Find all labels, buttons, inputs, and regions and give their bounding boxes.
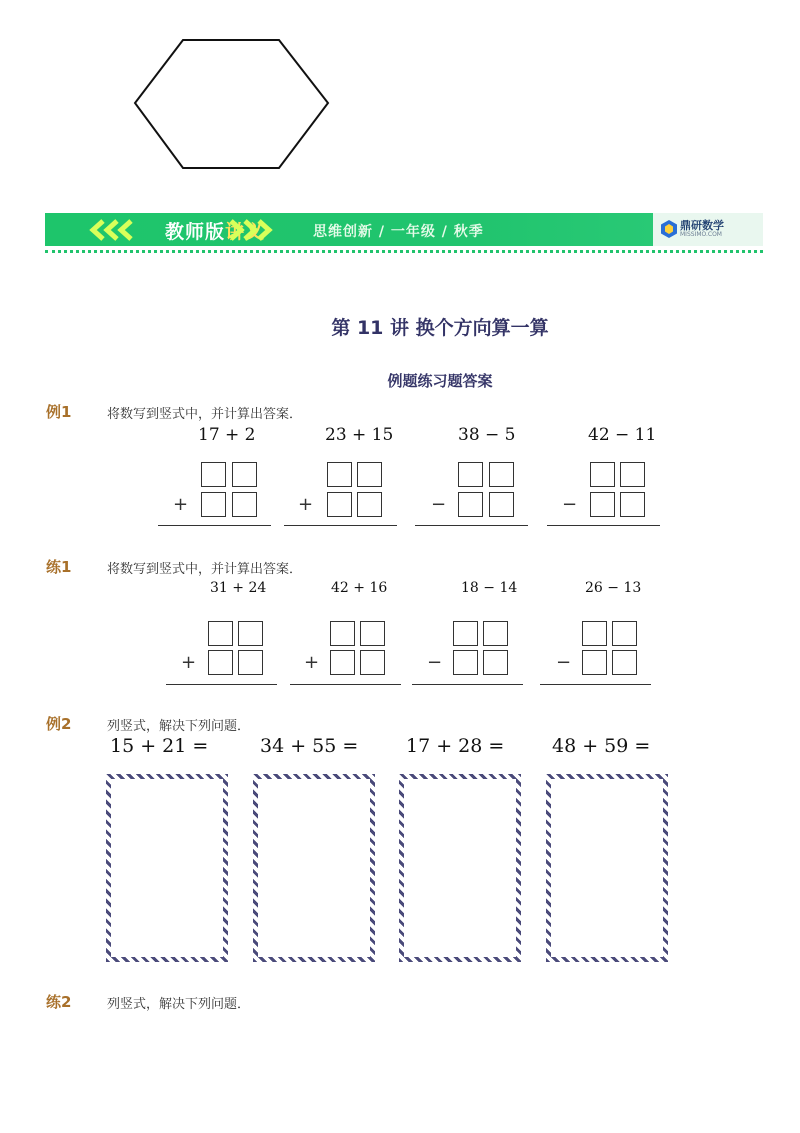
- operator-sign: −: [431, 494, 447, 515]
- answer-box[interactable]: [620, 492, 645, 517]
- practice-1-label: 练1: [46, 558, 72, 576]
- brand-logo: [653, 213, 763, 246]
- sum-line: [415, 525, 528, 526]
- brand-logo-icon: [659, 219, 679, 239]
- example-2-label: 例2: [46, 715, 72, 733]
- sum-line: [290, 684, 401, 685]
- answer-box[interactable]: [330, 621, 355, 646]
- answer-box[interactable]: [201, 492, 226, 517]
- example-2-instruction: 列竖式，解决下列问题．: [107, 719, 251, 734]
- answer-box[interactable]: [208, 621, 233, 646]
- lecture-title: 第 11 讲 换个方向算一算: [331, 317, 549, 339]
- banner-divider: [45, 250, 763, 253]
- answer-box[interactable]: [483, 621, 508, 646]
- answer-frame-3[interactable]: [399, 774, 521, 962]
- brand-url: MISSIMO.COM: [680, 231, 722, 238]
- example-2-expr-1: 15 + 21 =: [110, 735, 209, 757]
- answer-box[interactable]: [238, 650, 263, 675]
- example-2-expr-3: 17 + 28 =: [406, 735, 505, 757]
- banner-subtitle: 思维创新 / 一年级 / 秋季: [313, 224, 484, 240]
- operator-sign: −: [556, 652, 572, 673]
- example-1-instruction: 将数写到竖式中，并计算出答案．: [107, 407, 303, 422]
- sum-line: [547, 525, 660, 526]
- banner-title: 教师版讲义: [165, 221, 266, 243]
- answer-frame-1[interactable]: [106, 774, 228, 962]
- chevron-right-icon: [223, 219, 293, 241]
- answer-box[interactable]: [489, 462, 514, 487]
- brand-name: 鼎研数学: [680, 219, 724, 232]
- answer-frame-2[interactable]: [253, 774, 375, 962]
- answer-box[interactable]: [582, 621, 607, 646]
- answer-box[interactable]: [582, 650, 607, 675]
- example-2-expr-4: 48 + 59 =: [552, 735, 651, 757]
- answer-box[interactable]: [612, 621, 637, 646]
- header-banner: [45, 213, 763, 246]
- practice-2-instruction: 列竖式，解决下列问题．: [107, 997, 251, 1012]
- practice-1-expr-1: 31 + 24: [210, 580, 267, 596]
- answer-box[interactable]: [208, 650, 233, 675]
- example-1-label: 例1: [46, 403, 72, 421]
- example-1-expr-1: 17 + 2: [198, 425, 256, 445]
- answer-box[interactable]: [489, 492, 514, 517]
- answer-box[interactable]: [327, 462, 352, 487]
- operator-sign: +: [304, 652, 320, 673]
- sum-line: [540, 684, 651, 685]
- sum-line: [166, 684, 277, 685]
- example-1-expr-2: 23 + 15: [325, 425, 394, 445]
- section-title: 例题练习题答案: [387, 372, 493, 390]
- answer-box[interactable]: [201, 462, 226, 487]
- example-1-expr-3: 38 − 5: [458, 425, 516, 445]
- practice-1-instruction: 将数写到竖式中，并计算出答案．: [107, 562, 303, 577]
- answer-box[interactable]: [357, 462, 382, 487]
- operator-sign: +: [298, 494, 314, 515]
- answer-box[interactable]: [327, 492, 352, 517]
- sum-line: [284, 525, 397, 526]
- answer-box[interactable]: [453, 650, 478, 675]
- answer-box[interactable]: [620, 462, 645, 487]
- operator-sign: −: [562, 494, 578, 515]
- practice-1-expr-3: 18 − 14: [461, 580, 518, 596]
- example-2-expr-2: 34 + 55 =: [260, 735, 359, 757]
- answer-box[interactable]: [458, 492, 483, 517]
- answer-frame-4[interactable]: [546, 774, 668, 962]
- practice-1-expr-4: 26 − 13: [585, 580, 642, 596]
- operator-sign: +: [173, 494, 189, 515]
- answer-box[interactable]: [232, 462, 257, 487]
- answer-box[interactable]: [453, 621, 478, 646]
- practice-1-expr-2: 42 + 16: [331, 580, 388, 596]
- answer-box[interactable]: [590, 462, 615, 487]
- chevron-left-icon: [83, 219, 153, 241]
- answer-box[interactable]: [360, 650, 385, 675]
- answer-box[interactable]: [357, 492, 382, 517]
- operator-sign: −: [427, 652, 443, 673]
- answer-box[interactable]: [458, 462, 483, 487]
- operator-sign: +: [181, 652, 197, 673]
- answer-box[interactable]: [590, 492, 615, 517]
- answer-box[interactable]: [612, 650, 637, 675]
- sum-line: [158, 525, 271, 526]
- sum-line: [412, 684, 523, 685]
- answer-box[interactable]: [360, 621, 385, 646]
- answer-box[interactable]: [330, 650, 355, 675]
- practice-2-label: 练2: [46, 993, 72, 1011]
- example-1-expr-4: 42 − 11: [588, 425, 657, 445]
- answer-box[interactable]: [232, 492, 257, 517]
- answer-box[interactable]: [483, 650, 508, 675]
- hexagon-figure: [130, 35, 335, 175]
- answer-box[interactable]: [238, 621, 263, 646]
